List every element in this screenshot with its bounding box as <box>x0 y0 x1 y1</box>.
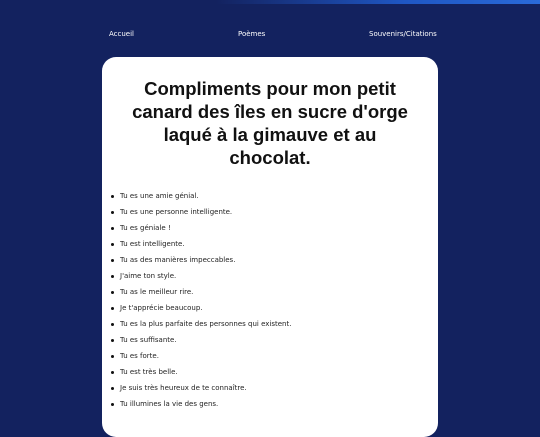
list-item <box>111 396 291 412</box>
list-item-text: Tu est très belle. <box>120 368 178 376</box>
list-item <box>111 380 291 396</box>
list-item <box>111 188 291 204</box>
nav-link-accueil[interactable]: Accueil <box>109 30 134 38</box>
list-item <box>111 316 291 332</box>
main-nav <box>0 29 540 41</box>
list-item <box>111 236 291 252</box>
bullet-icon <box>111 339 114 342</box>
list-item-text: Tu illumines la vie des gens. <box>120 400 219 408</box>
list-item-text: Tu es une personne intelligente. <box>120 208 233 216</box>
bullet-icon <box>111 371 114 374</box>
bullet-icon <box>111 211 114 214</box>
list-item-text: J'aime ton style. <box>120 272 177 280</box>
list-item-text: Tu es la plus parfaite des personnes qui existent. <box>120 320 292 328</box>
list-item-text: Tu est intelligente. <box>120 240 185 248</box>
list-item <box>111 300 291 316</box>
list-item-text: Tu es forte. <box>120 352 159 360</box>
list-item-text: Tu as des manières impeccables. <box>120 256 236 264</box>
list-item <box>111 268 291 284</box>
bullet-icon <box>111 195 114 198</box>
bullet-icon <box>111 275 114 278</box>
bullet-icon <box>111 243 114 246</box>
nav-link-poemes[interactable]: Poèmes <box>238 30 266 38</box>
bullet-icon <box>111 291 114 294</box>
bullet-icon <box>111 323 114 326</box>
list-item-text: Tu as le meilleur rire. <box>120 288 194 296</box>
top-accent-bar <box>0 0 540 4</box>
page-title: Compliments pour mon petit canard des îles en sucre d'orge laqué à la gimauve et au chocolat. <box>132 78 408 168</box>
list-item <box>111 364 291 380</box>
list-item <box>111 204 291 220</box>
bullet-icon <box>111 259 114 262</box>
list-item <box>111 220 291 236</box>
list-item-text: Je t'apprécie beaucoup. <box>120 304 203 312</box>
compliments-list <box>111 188 291 412</box>
bullet-icon <box>111 403 114 406</box>
content-card <box>102 57 438 437</box>
bullet-icon <box>111 387 114 390</box>
list-item <box>111 284 291 300</box>
list-item-text: Je suis très heureux de te connaître. <box>120 384 247 392</box>
list-item-text: Tu es suffisante. <box>120 336 177 344</box>
list-item <box>111 252 291 268</box>
bullet-icon <box>111 307 114 310</box>
bullet-icon <box>111 355 114 358</box>
list-item-text: Tu es géniale ! <box>120 224 171 232</box>
list-item <box>111 348 291 364</box>
list-item-text: Tu es une amie génial. <box>120 192 199 200</box>
list-item <box>111 332 291 348</box>
nav-link-souvenirs-citations[interactable]: Souvenirs/Citations <box>369 30 437 38</box>
bullet-icon <box>111 227 114 230</box>
